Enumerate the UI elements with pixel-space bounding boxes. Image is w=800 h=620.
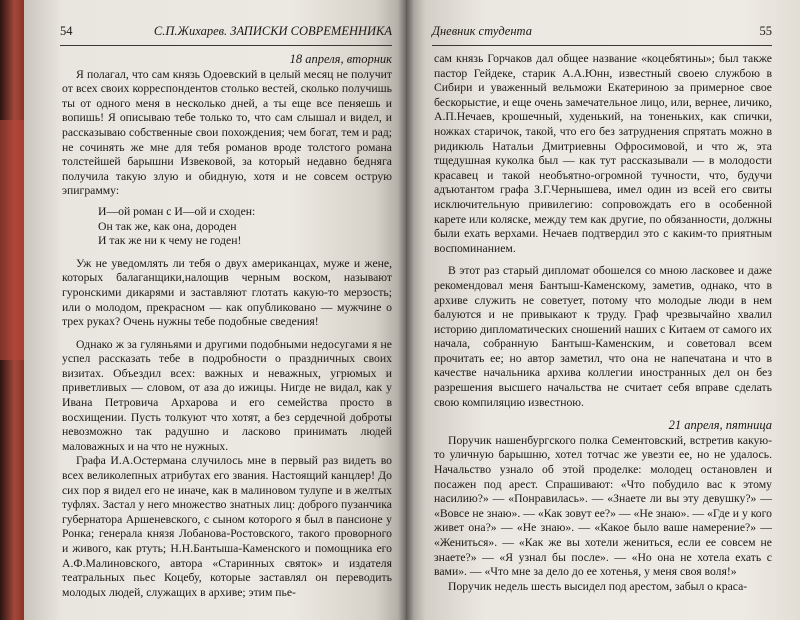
left-paragraph-2: Уж не уведомлять ли тебя о двух американцах, муже и жене, которых балаганщики,налощив черным воском, называют гуронскими дикарями и заставляют глотать какую-то мерзость; или о молодом, прекрасном — как опубликовано — мужчине о трех руках? Очень нужны тебе подобные сведения! xyxy=(62,256,392,329)
left-page xyxy=(24,0,406,620)
left-text-column xyxy=(62,52,392,600)
right-page xyxy=(406,0,800,620)
left-date-heading: 18 апреля, вторник xyxy=(289,52,392,66)
left-running-head: С.П.Жихарев. ЗАПИСКИ СОВРЕМЕННИКА xyxy=(153,24,392,38)
book-cover-edge xyxy=(0,0,24,620)
left-paragraph-3: Однако ж за гуляньями и другими подобными недосугами я не успел рассказать тебе в подробности о праздничных своих визитах. Объездил всех: важных и неважных, угрюмых и приветливых — словом, от аза до ижицы. Нигде не видал, как у Ивана Петровича Архарова и его семейства просто в восхищении. Пусть толкуют что хотят, а без сердечной доброты невозможно так радушно и ласково принимать людей маловажных и на что не нужных. xyxy=(62,337,392,453)
right-paragraph-2: В этот раз старый дипломат обошелся со мною ласковее и даже рекомендовал меня Бантыш-Каменскому, заметив, однако, что в архиве служить не советует, потому что молодые люди в нем балуются и не привыкают к труду. Граф чрезвычайно хвалил историю дипломатических сношений наших с Китаем от самого их начала, собранную Бантыш-Каменским, и советовал всем прочитать ее; но автор заметил, что она не напечатана и что в качестве начальника архива коллегии иностранных дел он без разрешения высшего начальства не считает себя вправе сделать свою компиляцию известною. xyxy=(434,264,772,409)
right-paragraph-3: Поручик нашенбургского полка Сементовский, встретив какую-то уличную барышню, хотел тотчас же увезти ее, но не удалось. Начальство узнало об этой проделке: молодец остановлен и посажен под арест. Спрашивают: «Что побудило вас к этому насилию?» — «Понравилась». — «Знаете ли вы эту девушку?» — «Вовсе не знаю». — «Как зовут ее?» — «Не знаю». — «Где и у кого живет она?» — «Не знаю». — «Какое было ваше намерение?» — «Жениться». — «Как же вы хотели жениться, если ее совсем не знаете?» — «Я узнал бы после». — «Но она не хотела ехать с вами». — «Что мне за дело до ее хотенья, у меня своя воля!» xyxy=(434,433,772,579)
verse-line: Он так же, как она, дороден xyxy=(98,219,237,233)
left-page-header xyxy=(60,24,392,39)
right-paragraph-1: сам князь Горчаков дал общее название «коцебятины»; был также пастор Гейдеке, старик А.А.Юнн, известный своею службою в Сибири и уваженный вельможи Екатериною за примерное свое бескорыстие, и еще очень замечательное лицо, или, вернее, личико, А.П.Нечаев, крошечный, худенький, на тоненьких, как спички, ножках старичок, такой, что его без затруднения спрятать можно в ридикюль Натальи Дмитриевны Офросимовой, и что ж, эта тщедушная куколка был — как тут рассказывали — в молодости красавец и такой необъятно-огромной тучности, что, будучи адъютантом графа З.Г.Чернышева, имел один из всей его свиты исключительную привилегию: сопровождать его в особенной карете или коляске, между тем как другие, по обязанности, должны были ехать верхами. Нечаев подтвердил это с каким-то приятным воспоминанием. xyxy=(434,52,772,255)
right-running-head: Дневник студента xyxy=(432,24,532,38)
left-page-number: 54 xyxy=(60,24,73,38)
epigram-verse xyxy=(98,205,392,249)
right-page-header xyxy=(432,24,772,39)
right-header-rule xyxy=(432,45,772,46)
left-header-rule xyxy=(60,45,392,46)
verse-line: И—ой роман с И—ой и сходен: xyxy=(98,204,256,218)
right-date-heading: 21 апреля, пятница xyxy=(668,418,772,433)
right-text-column xyxy=(434,52,772,594)
left-paragraph-4: Графа И.А.Остермана случилось мне в первый раз видеть во всех великолепных атрибутах его звания. Настоящий канцлер! До сих пор я видел его не иначе, как в малиновом тулупе и в желтых туфлях. Застал у него множество знатных лиц: доброго пузанчика губернатора Аршеневского, с сыном которого я был в пансионе у Ронка; генерала князя Лобанова-Ростовского, такого проворного и живого, как ртуть; Н.Н.Бантыша-Каменского и помощника его А.Ф.Малиновского, автора «Старинных святок» и издателя театральных пьес Коцебу, которые заставлял он переводить молодых людей, служащих в архиве; этим пье- xyxy=(62,454,392,599)
left-paragraph-1: Я полагал, что сам князь Одоевский в целый месяц не получит от всех своих корреспондентов столько вестей, сколько получишь ты от одного меня в несколько дней, а ты еще все пеняешь и вопишь! Я описываю тебе только то, что сам слышал и видел, и рассказываю собственные свои похождения; чем богат, тем и рад; не сочинять же мне для тебя романов вроде толстого романа толстейшей барышни Извековой, за который недавно бедняга получила такую злую и обидную, хотя и не совсем острую эпиграмму: xyxy=(62,67,392,198)
verse-line: И так же ни к чему не годен! xyxy=(98,234,242,248)
right-page-number: 55 xyxy=(759,24,772,38)
right-paragraph-4: Поручик недель шесть высидел под арестом, забыл о краса- xyxy=(448,579,748,593)
book-gutter xyxy=(398,0,414,620)
